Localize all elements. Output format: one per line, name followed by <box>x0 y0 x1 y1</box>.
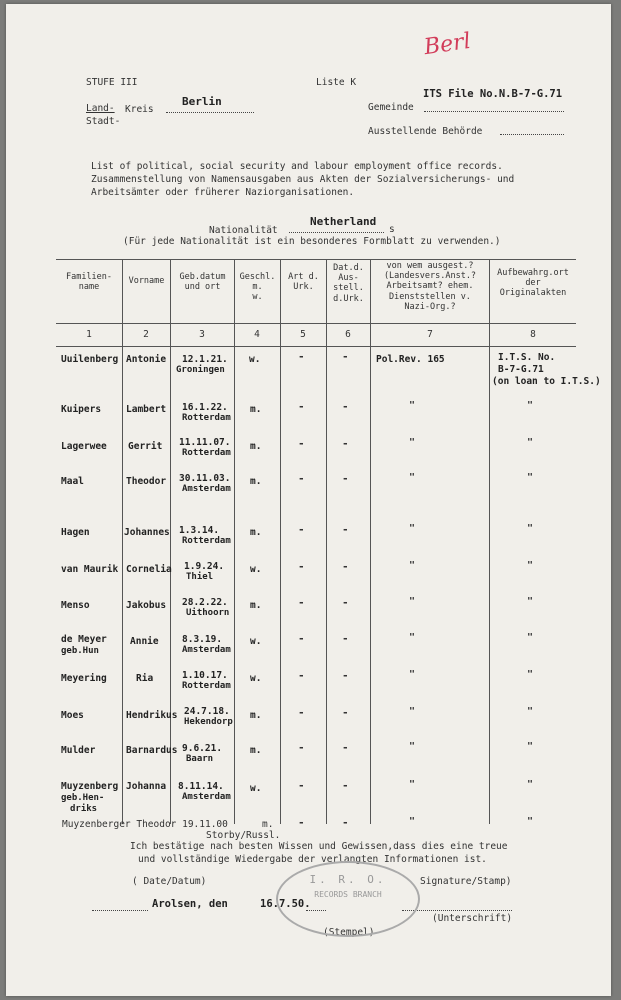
signature-dotted-line <box>402 910 512 911</box>
row-8-familienname-2: geb.Hun <box>61 646 99 656</box>
iro-records-stamp <box>276 861 420 937</box>
row-6-datum: - <box>342 560 349 573</box>
row-10-art: - <box>298 706 305 719</box>
nationality-note: (Für jede Nationalität ist ein besonderes Formblatt zu verwenden.) <box>123 236 501 247</box>
row-8-von-wem: " <box>409 632 416 643</box>
row-4-aufbewahrung: " <box>527 472 534 483</box>
column-number: 2 <box>143 329 149 340</box>
place-dotted-line <box>92 910 148 911</box>
row-2-geb-datum: 16.1.22. <box>182 402 228 413</box>
row-11-von-wem: " <box>409 741 416 752</box>
intro-line-3: Arbeitsämter oder früherer Naziorganisationen. <box>91 187 355 198</box>
row-1-vorname: Antonie <box>126 354 167 365</box>
row-5-geb-ort: Rotterdam <box>182 536 231 546</box>
header-geburt: Geb.datum und ort <box>179 272 226 293</box>
header-familienname: Familien- name <box>65 272 113 293</box>
row-6-geschlecht: w. <box>250 564 262 575</box>
row-11-geschlecht: m. <box>250 745 262 756</box>
row-7-vorname: Jakobus <box>126 600 167 611</box>
column-divider <box>122 259 123 824</box>
row-8-geschlecht: w. <box>250 636 262 647</box>
row-12-aufbewahrung: " <box>527 779 534 790</box>
extra-entry-von-wem: " <box>409 816 416 827</box>
header-von-wem: von wem ausgest.? (Landesvers.Anst.? Arbeitsamt? ehem. Dienststellen v. Nazi-Org.? <box>383 261 477 312</box>
file-number: ITS File No.N.B-7-G.71 <box>423 88 563 100</box>
unterschrift-label: (Unterschrift) <box>432 913 513 924</box>
row-12-art: - <box>298 779 305 792</box>
row-8-datum: - <box>342 632 349 645</box>
row-6-familienname: van Maurik <box>61 564 119 575</box>
row-1-aufbewahrung-3: (on loan to I.T.S.) <box>492 376 601 387</box>
row-10-familienname: Moes <box>61 710 84 721</box>
row-10-datum: - <box>342 706 349 719</box>
row-6-vorname: Cornelia <box>126 564 172 575</box>
row-6-geb-ort: Thiel <box>186 572 214 582</box>
row-9-datum: - <box>342 669 349 682</box>
behoerde-label: Ausstellende Behörde <box>368 126 483 137</box>
extra-entry-place: Storby/Russl. <box>206 830 281 841</box>
stufe-label: STUFE III <box>86 77 138 88</box>
nationality-dotted-line <box>289 232 384 233</box>
row-1-geb-datum: 12.1.21. <box>182 354 228 365</box>
row-2-von-wem: " <box>409 400 416 411</box>
row-4-familienname: Maal <box>61 476 84 487</box>
column-divider <box>280 259 281 824</box>
row-1-geschlecht: w. <box>249 354 261 365</box>
row-5-familienname: Hagen <box>61 527 90 538</box>
row-1-art: - <box>298 350 305 363</box>
extra-entry: Muyzenberger Theodor 19.11.00 <box>62 819 228 830</box>
intro-line-1: List of political, social security and labour employment office records. <box>91 161 503 172</box>
row-10-von-wem: " <box>409 706 416 717</box>
document-page <box>6 4 611 996</box>
row-9-geschlecht: w. <box>250 673 262 684</box>
row-2-geb-ort: Rotterdam <box>182 413 231 423</box>
row-12-datum: - <box>342 779 349 792</box>
row-1-von-wem: Pol.Rev. 165 <box>376 354 445 365</box>
row-3-geschlecht: m. <box>250 441 262 452</box>
header-vorname: Vorname <box>128 276 165 286</box>
row-1-datum: - <box>342 350 349 363</box>
row-5-aufbewahrung: " <box>527 523 534 534</box>
row-10-geb-ort: Hekendorp <box>184 717 233 727</box>
row-2-geschlecht: m. <box>250 404 262 415</box>
row-5-datum: - <box>342 523 349 536</box>
row-12-geschlecht: w. <box>250 783 262 794</box>
column-number: 5 <box>300 329 306 340</box>
row-12-familienname-3: driks <box>70 804 98 814</box>
row-9-aufbewahrung: " <box>527 669 534 680</box>
table-number-rule <box>56 346 576 347</box>
row-1-aufbewahrung-2: B-7-G.71 <box>498 364 544 375</box>
header-aufbewahrung: Aufbewahrg.ort der Originalakten <box>497 268 569 299</box>
row-5-von-wem: " <box>409 523 416 534</box>
signature-label: Signature/Stamp) <box>420 876 512 887</box>
row-2-vorname: Lambert <box>126 404 167 415</box>
row-6-von-wem: " <box>409 560 416 571</box>
intro-line-2: Zusammenstellung von Namensausgaben aus Akten der Sozialversicherungs- und <box>91 174 515 185</box>
header-geschlecht: Geschl. m. w. <box>239 272 276 303</box>
extra-entry-aufbewahrung: " <box>527 816 534 827</box>
row-12-geb-ort: Amsterdam <box>182 792 231 802</box>
row-4-geb-ort: Amsterdam <box>182 484 231 494</box>
nationality-suffix: s <box>389 224 395 235</box>
row-7-familienname: Menso <box>61 600 90 611</box>
extra-entry-art: - <box>298 816 305 829</box>
column-divider <box>370 259 371 824</box>
row-4-geschlecht: m. <box>250 476 262 487</box>
row-12-geb-datum: 8.11.14. <box>178 781 224 792</box>
row-7-geb-datum: 28.2.22. <box>182 597 228 608</box>
extra-entry-datum: - <box>342 816 349 829</box>
row-8-geb-datum: 8.3.19. <box>182 634 223 645</box>
row-2-aufbewahrung: " <box>527 400 534 411</box>
date-value: 16.7.50. <box>260 898 311 910</box>
row-3-geb-datum: 11.11.07. <box>179 437 231 448</box>
row-8-vorname: Annie <box>130 636 159 647</box>
row-3-datum: - <box>342 437 349 450</box>
row-3-familienname: Lagerwee <box>61 441 107 452</box>
nationality-value: Netherland <box>310 215 377 228</box>
gemeinde-label: Gemeinde <box>368 102 414 113</box>
row-4-datum: - <box>342 472 349 485</box>
column-number: 8 <box>530 329 536 340</box>
column-number: 1 <box>86 329 92 340</box>
stempel-label: (Stempel) <box>323 927 375 938</box>
row-7-datum: - <box>342 596 349 609</box>
row-11-art: - <box>298 741 305 754</box>
confirmation-line-2: und vollständige Wiedergabe der verlangten Informationen ist. <box>138 854 487 865</box>
row-8-aufbewahrung: " <box>527 632 534 643</box>
kreis-value: Berlin <box>182 95 222 108</box>
row-3-geb-ort: Rotterdam <box>182 448 231 458</box>
row-10-vorname: Hendrikus <box>126 710 178 721</box>
row-7-art: - <box>298 596 305 609</box>
row-10-geb-datum: 24.7.18. <box>184 706 230 717</box>
land-label: Land- <box>86 103 115 114</box>
row-5-art: - <box>298 523 305 536</box>
row-9-vorname: Ria <box>136 673 154 684</box>
row-12-von-wem: " <box>409 779 416 790</box>
table-top-rule <box>56 259 576 260</box>
column-number: 3 <box>199 329 205 340</box>
row-7-von-wem: " <box>409 596 416 607</box>
gemeinde-dotted-line <box>424 111 564 112</box>
confirmation-line-1: Ich bestätige nach besten Wissen und Gewissen,dass dies eine treue <box>130 841 508 852</box>
row-2-art: - <box>298 400 305 413</box>
row-5-vorname: Johannes <box>124 527 170 538</box>
row-11-geb-ort: Baarn <box>186 754 214 764</box>
row-4-geb-datum: 30.11.03. <box>179 473 231 484</box>
row-5-geschlecht: m. <box>250 527 262 538</box>
row-6-aufbewahrung: " <box>527 560 534 571</box>
stamp-line-2: RECORDS BRANCH <box>314 890 382 899</box>
row-12-familienname-2: geb.Hen- <box>61 793 105 803</box>
place-date: Arolsen, den <box>152 898 228 910</box>
row-1-geb-ort: Groningen <box>176 365 225 375</box>
row-9-familienname: Meyering <box>61 673 107 684</box>
row-7-geschlecht: m. <box>250 600 262 611</box>
row-1-aufbewahrung: I.T.S. No. <box>498 352 556 363</box>
extra-entry-geschlecht: m. <box>262 819 274 830</box>
column-divider <box>489 259 490 824</box>
row-7-aufbewahrung: " <box>527 596 534 607</box>
column-number: 7 <box>427 329 433 340</box>
handwritten-annotation: Berl <box>422 28 473 61</box>
column-number: 4 <box>254 329 260 340</box>
row-4-vorname: Theodor <box>126 476 167 487</box>
column-divider <box>234 259 235 824</box>
row-11-datum: - <box>342 741 349 754</box>
stadt-label: Stadt- <box>86 116 121 127</box>
row-3-vorname: Gerrit <box>128 441 163 452</box>
row-8-familienname: de Meyer <box>61 634 107 645</box>
column-divider <box>326 259 327 824</box>
row-8-art: - <box>298 632 305 645</box>
kreis-label: Kreis <box>125 104 154 115</box>
date-label: ( Date/Datum) <box>132 876 207 887</box>
row-10-geschlecht: m. <box>250 710 262 721</box>
row-2-familienname: Kuipers <box>61 404 102 415</box>
kreis-dotted-line <box>166 112 254 113</box>
row-3-aufbewahrung: " <box>527 437 534 448</box>
row-4-art: - <box>298 472 305 485</box>
nationality-label: Nationalität <box>209 225 278 236</box>
row-6-geb-datum: 1.9.24. <box>184 561 225 572</box>
table-header-rule <box>56 323 576 324</box>
row-9-von-wem: " <box>409 669 416 680</box>
row-3-art: - <box>298 437 305 450</box>
row-9-geb-ort: Rotterdam <box>182 681 231 691</box>
row-9-art: - <box>298 669 305 682</box>
row-10-aufbewahrung: " <box>527 706 534 717</box>
row-6-art: - <box>298 560 305 573</box>
row-11-familienname: Mulder <box>61 745 96 756</box>
behoerde-dotted-line <box>500 134 564 135</box>
row-2-datum: - <box>342 400 349 413</box>
column-divider <box>170 259 171 824</box>
row-7-geb-ort: Uithoorn <box>186 608 230 618</box>
row-8-geb-ort: Amsterdam <box>182 645 231 655</box>
row-4-von-wem: " <box>409 472 416 483</box>
liste-label: Liste K <box>316 77 357 88</box>
row-5-geb-datum: 1.3.14. <box>179 525 220 536</box>
row-12-familienname: Muyzenberg <box>61 781 119 792</box>
header-art: Art d. Urk. <box>288 272 319 293</box>
column-number: 6 <box>345 329 351 340</box>
row-1-familienname: Uuilenberg <box>61 354 119 365</box>
row-11-geb-datum: 9.6.21. <box>182 743 223 754</box>
header-datum: Dat.d. Aus- stell. d.Urk. <box>333 263 364 304</box>
row-9-geb-datum: 1.10.17. <box>182 670 228 681</box>
row-11-aufbewahrung: " <box>527 741 534 752</box>
stamp-line-1: I. R. O. <box>309 873 387 886</box>
row-11-vorname: Barnardus <box>126 745 178 756</box>
row-3-von-wem: " <box>409 437 416 448</box>
row-12-vorname: Johanna <box>126 781 167 792</box>
